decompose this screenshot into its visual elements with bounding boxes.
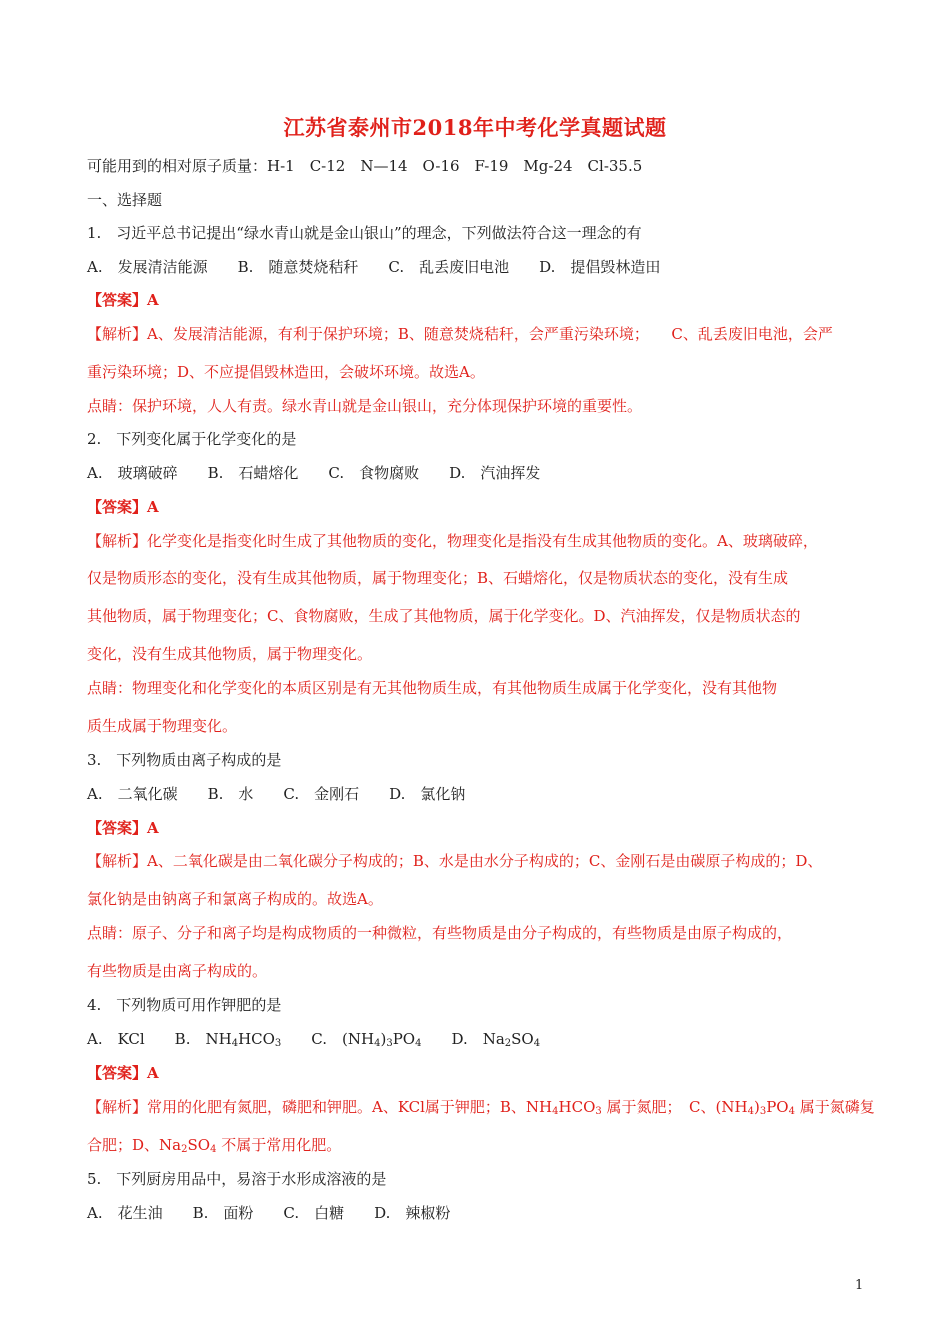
q2-stem: 2. 下列变化属于化学变化的是 [87,430,297,448]
q4-answer: 【答案】A [87,1064,159,1082]
q5-options: A. 花生油 B. 面粉 C. 白糖 D. 辣椒粉 [87,1204,451,1222]
q1-note: 点睛：保护环境，人人有责。绿水青山就是金山银山，充分体现保护环境的重要性。 [87,397,643,415]
q3-stem: 3. 下列物质由离子构成的是 [87,751,282,769]
q1-analysis-2: 重污染环境；D、不应提倡毁林造田，会破坏环境。故选A。 [87,363,485,381]
page-title: 江苏省泰州市2018年中考化学真题试题 [283,115,667,140]
q2-options: A. 玻璃破碎 B. 石蜡熔化 C. 食物腐败 D. 汽油挥发 [87,464,541,482]
q2-analysis-3: 其他物质，属于物理变化；C、食物腐败，生成了其他物质，属于化学变化。D、汽油挥发，仅是物质状态的 [87,607,801,625]
q2-analysis-2: 仅是物质形态的变化，没有生成其他物质，属于物理变化；B、石蜡熔化，仅是物质状态的变化，没有生成 [87,569,789,587]
q4-stem: 4. 下列物质可用作钾肥的是 [87,996,282,1014]
section-heading: 一、选择题 [87,191,163,209]
q1-options: A. 发展清洁能源 B. 随意焚烧秸秆 C. 乱丢废旧电池 D. 提倡毁林造田 [87,258,661,276]
q2-analysis-4: 变化，没有生成其他物质，属于物理变化。 [87,645,373,663]
q3-answer: 【答案】A [87,819,159,837]
atomic-mass-line: 可能用到的相对原子质量：H-1 C-12 N—14 O-16 F-19 Mg-24 Cl-35.5 [87,157,643,175]
q4-analysis-1: 【解析】常用的化肥有氮肥，磷肥和钾肥。A、KCl属于钾肥；B、$NH_4HCO_3$ 属于氮肥； C、$(NH_4)_3PO_4$ 属于氮磷复 [87,1098,875,1117]
q5-stem: 5. 下列厨房用品中，易溶于水形成溶液的是 [87,1170,387,1188]
q2-answer: 【答案】A [87,498,159,516]
page-number: 1 [855,1278,864,1293]
q2-note-1: 点睛：物理变化和化学变化的本质区别是有无其他物质生成，有其他物质生成属于化学变化，没有其他物 [87,679,778,697]
q4-options: A. KCl B. $NH_4HCO_3$ C. $(NH_4)_3PO_4$ D. $Na_2SO_4$ [87,1030,541,1049]
q4-analysis-2: 合肥；D、$Na_2SO_4$ 不属于常用化肥。 [87,1136,342,1155]
q3-analysis-1: 【解析】A、二氧化碳是由二氧化碳分子构成的；B、水是由水分子构成的；C、金刚石是由碳原子构成的；D、 [87,852,823,870]
q1-analysis-1: 【解析】A、发展清洁能源，有利于保护环境；B、随意焚烧秸秆，会严重污染环境； C、乱丢废旧电池，会严 [87,325,833,343]
q2-note-2: 质生成属于物理变化。 [87,717,238,735]
q3-analysis-2: 氯化钠是由钠离子和氯离子构成的。故选A。 [87,890,383,908]
q3-note-1: 点睛：原子、分子和离子均是构成物质的一种微粒，有些物质是由分子构成的，有些物质是由原子构成的， [87,924,793,942]
q3-options: A. 二氧化碳 B. 水 C. 金刚石 D. 氯化钠 [87,785,466,803]
q1-answer: 【答案】A [87,291,159,309]
q1-stem: 1. 习近平总书记提出“绿水青山就是金山银山”的理念，下列做法符合这一理念的有 [87,224,642,242]
q2-analysis-1: 【解析】化学变化是指变化时生成了其他物质的变化，物理变化是指没有生成其他物质的变化。A、玻璃破碎， [87,532,818,550]
q3-note-2: 有些物质是由离子构成的。 [87,962,268,980]
